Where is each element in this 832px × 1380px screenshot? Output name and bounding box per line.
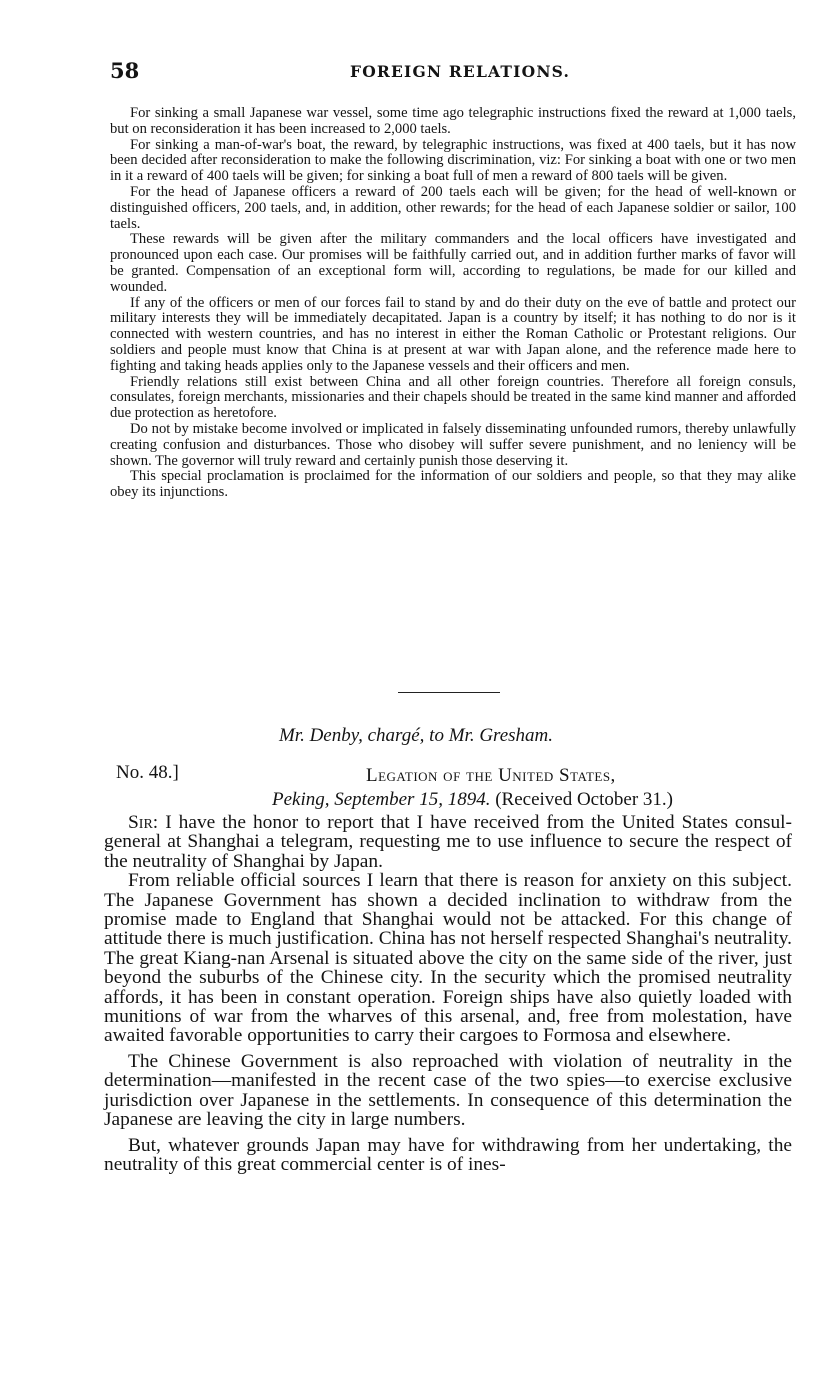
received-date: (Received October 31.) (495, 789, 673, 810)
letter-body (104, 813, 792, 1174)
legation-line (366, 765, 616, 787)
paragraph: But, whatever grounds Japan may have for withdrawing from her undertaking, the neutrality of this great commercial center is of ines- (104, 1134, 792, 1175)
place-date: Peking, September 15, 1894. (272, 789, 491, 810)
letter-heading: Mr. Denby, chargé, to Mr. Gresham. (278, 725, 554, 746)
dateline (272, 789, 802, 811)
paragraph: For sinking a small Japanese war vessel, some time ago telegraphic instructions fixed the reward at 1,000 taels, but on reconsideration it has been increased to 2,000 taels. (110, 105, 796, 137)
paragraph-text: I have the honor to report that I have received from the United States consul-general at Shanghai a telegram, requesting me to use influence to secure the respect of the neutrality of Shanghai by Japan. (104, 812, 792, 872)
section-divider (398, 692, 500, 693)
paragraph: For sinking a man-of-war's boat, the reward, by telegraphic instructions, was fixed at 400 taels, but it has now been decided after reconsideration to make the following discrimination, viz: For sinking a boat with one or two men in it a reward of 400 taels will be given; for sinking a boat full of men a reward of 800 taels will be given. (110, 136, 796, 185)
proclamation-text (110, 106, 796, 501)
paragraph: From reliable official sources I learn that there is reason for anxiety on this subject. The Japanese Government has shown a decided inclination to withdraw from the promise made to England that Shanghai would not be attacked. For this change of attitude there is much justification. China has not herself respected Shanghai's neutrality. The great Kiang-nan Arsenal is situated above the city on the same side of the river, just beyond the suburbs of the Chinese city. In the security which the promised neutrality affords, it has been in constant operation. Foreign ships have also quietly loaded with munitions of war from the wharves of this arsenal, and, free from molestation, have awaited favorable opportunities to carry their cargoes to Formosa and elsewhere. (104, 870, 792, 1047)
paragraph (104, 813, 792, 871)
salutation: Sir: (128, 812, 159, 833)
running-title: FOREIGN RELATIONS. (350, 62, 571, 81)
running-head (110, 58, 800, 86)
paragraph: If any of the officers or men of our forces fail to stand by and do their duty on the eve of battle and protect our military interests they will be immediately decapitated. Japan is a country by itself; it has nothing to do nor is it connected with western countries, and has no interest in either the Roman Catholic or Protestant religions. Our soldiers and people must know that China is at present at war with Japan alone, and the reference made here to fighting and taking heads applies only to the Japanese vessels and their officers and men. (110, 294, 796, 374)
legation-name: Legation of the United States, (366, 765, 616, 786)
paragraph: For the head of Japanese officers a reward of 200 taels each will be given; for the head of well-known or distinguished officers, 200 taels, and, in addition, other rewards; for the head of each Japanese soldier or sailor, 100 taels. (110, 183, 796, 232)
paragraph: Friendly relations still exist between China and all other foreign countries. Therefore all foreign consuls, consulates, foreign merchants, missionaries and their chapels should be treated in the same kind manner and afforded due protection as heretofore. (110, 373, 796, 422)
paragraph: This special proclamation is proclaimed for the information of our soldiers and people, so that they may alike obey its injunctions. (110, 468, 796, 501)
paragraph: These rewards will be given after the military commanders and the local officers have investigated and pronounced upon each case. Our promises will be faithfully carried out, and in addition further marks of favor will be granted. Compensation of an exceptional form will, according to regulations, be made for our killed and wounded. (110, 231, 796, 295)
document-number: No. 48.] (116, 762, 179, 783)
paragraph: The Chinese Government is also reproached with violation of neutrality in the determination—manifested in the recent case of the two spies—to exercise exclusive jurisdiction over Japanese in the settlements. In consequence of this determination the Japanese are leaving the city in large numbers. (104, 1050, 792, 1131)
page-number: 58 (110, 58, 140, 83)
paragraph: Do not by mistake become involved or implicated in falsely disseminating unfounded rumors, thereby unlawfully creating confusion and disturbances. Those who disobey will suffer severe punishment, and no leniency will be shown. The governor will truly reward and certainly punish those deserving it. (110, 420, 796, 469)
